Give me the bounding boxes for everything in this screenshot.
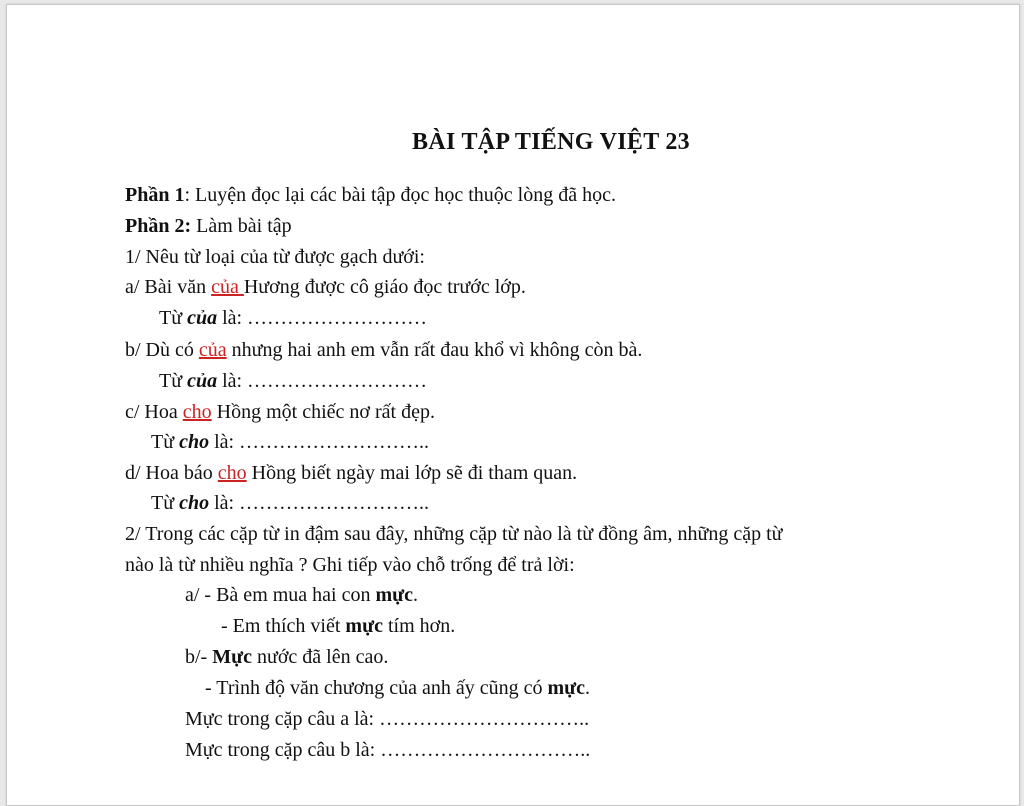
page-title: BÀI TẬP TIẾNG VIỆT 23: [412, 129, 690, 155]
document-page: [6, 4, 1020, 806]
q2-prompt-line2: nào là từ nhiều nghĩa ? Ghi tiếp vào chỗ trống để trả lời:: [125, 554, 575, 576]
part2-line: [125, 214, 292, 238]
q1-answer-b: [159, 369, 427, 393]
answer-blank: là: ………………………: [217, 307, 428, 329]
q2-prompt-line1: 2/ Trong các cặp từ in đậm sau đây, những cặp từ nào là từ đồng âm, những cặp từ: [125, 523, 783, 545]
bold-word: Mực: [212, 646, 252, 668]
answer-blank: là: ………………………: [217, 370, 428, 392]
q1-answer-a: [159, 306, 427, 330]
q2-answer-a: Mực trong cặp câu a là: …………………………..: [185, 708, 590, 730]
sentence-text: .: [413, 584, 419, 606]
item-text: Hồng biết ngày mai lớp sẽ đi tham quan.: [246, 462, 578, 484]
answer-text: Từ: [159, 307, 188, 329]
sentence-text: a/ - Bà em mua hai con: [185, 584, 376, 606]
underlined-word: cho: [182, 401, 212, 423]
sentence-text: b/-: [185, 646, 213, 668]
item-text: Hương được cô giáo đọc trước lớp.: [243, 276, 526, 298]
q2-answer-b: Mực trong cặp câu b là: …………………………..: [185, 739, 591, 761]
part2-label: Phần 2:: [125, 215, 192, 237]
answer-blank: là: ………………………..: [209, 492, 430, 514]
bold-word: mực: [547, 677, 586, 699]
answer-text: Từ: [151, 492, 180, 514]
underlined-word: của: [211, 276, 244, 298]
item-text: c/ Hoa: [125, 401, 183, 423]
answer-word: của: [187, 307, 218, 329]
q1-prompt: 1/ Nêu từ loại của từ được gạch dưới:: [125, 246, 425, 268]
part1-text: : Luyện đọc lại các bài tập đọc học thuộc lòng đã học.: [184, 184, 616, 206]
bold-word: mực: [375, 584, 414, 606]
answer-text: Từ: [159, 370, 188, 392]
item-text: nhưng hai anh em vẫn rất đau khổ vì không còn bà.: [226, 339, 643, 361]
sentence-text: - Trình độ văn chương của anh ấy cũng có: [205, 677, 548, 699]
item-text: Hồng một chiếc nơ rất đẹp.: [211, 401, 435, 423]
underlined-word: cho: [217, 462, 247, 484]
sentence-text: tím hơn.: [382, 615, 456, 637]
underlined-word: của: [198, 339, 227, 361]
item-text: d/ Hoa báo: [125, 462, 218, 484]
answer-text: Từ: [151, 431, 180, 453]
q1-item-c: [125, 400, 435, 424]
q2-b2: [205, 676, 590, 700]
q2-b1: [185, 645, 388, 669]
part1-line: [125, 183, 616, 207]
q1-item-d: [125, 461, 577, 485]
item-text: a/ Bài văn: [125, 276, 212, 298]
sentence-text: .: [585, 677, 591, 699]
q2-a1: [185, 583, 418, 607]
q2-a2: [221, 614, 455, 638]
q1-item-b: [125, 338, 642, 362]
bold-word: mực: [345, 615, 383, 637]
sentence-text: - Em thích viết: [221, 615, 346, 637]
answer-word: cho: [179, 431, 210, 453]
q1-answer-c: [151, 430, 429, 454]
part2-text: Làm bài tập: [191, 215, 292, 237]
answer-blank: là: ………………………..: [209, 431, 430, 453]
part1-label: Phần 1: [125, 184, 185, 206]
answer-word: cho: [179, 492, 210, 514]
q1-item-a: [125, 275, 526, 299]
answer-word: của: [187, 370, 218, 392]
q1-answer-d: [151, 491, 429, 515]
item-text: b/ Dù có: [125, 339, 199, 361]
sentence-text: nước đã lên cao.: [251, 646, 389, 668]
